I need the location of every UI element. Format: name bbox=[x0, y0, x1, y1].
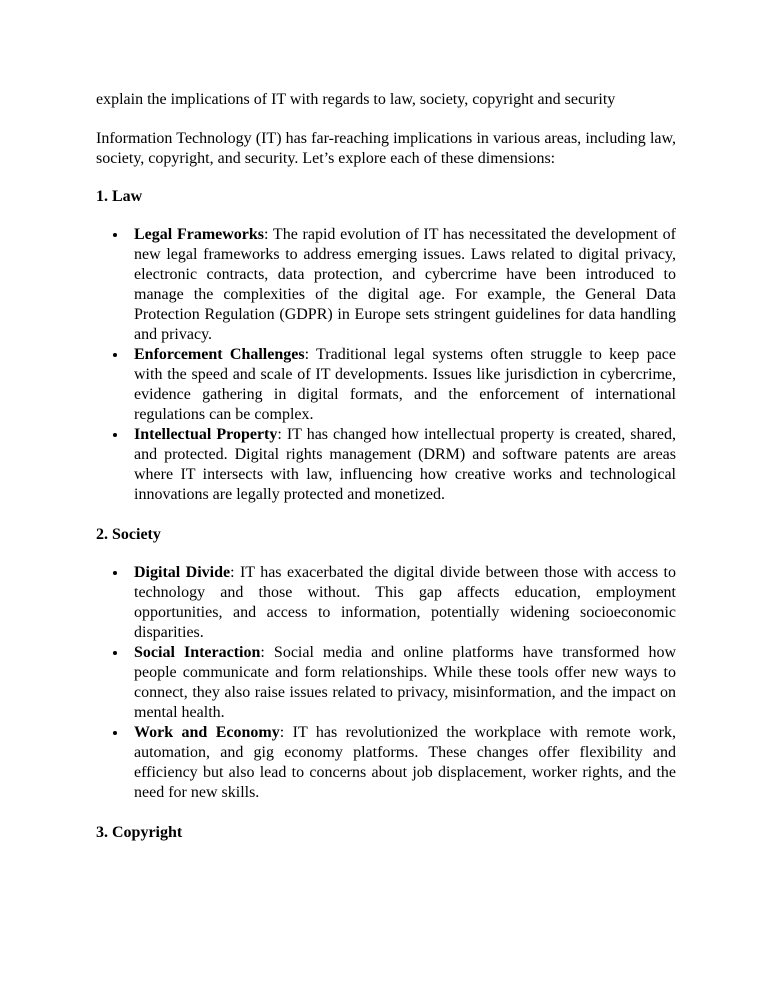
item-text: : Social media and online platforms have transformed how people communicate and form relationships. While these tools offer new ways to connect, they also raise issues related to privacy, misinformation, and the impact on mental health. bbox=[134, 644, 676, 721]
bullet-icon bbox=[113, 731, 117, 735]
item-term: Social Interaction bbox=[134, 644, 261, 661]
item-term: Intellectual Property bbox=[134, 426, 278, 443]
bullet-icon bbox=[113, 433, 117, 437]
bullet-icon bbox=[113, 571, 117, 575]
item-term: Work and Economy bbox=[134, 724, 280, 741]
item-text: : The rapid evolution of IT has necessitated the development of new legal frameworks to address emerging issues. Laws related to digital privacy, electronic contracts, data protection, and cybercrime have been introduced to manage the complexities of the digital age. For example, the General Data Protection Regulation (GDPR) in Europe sets stringent guidelines for data handling and privacy. bbox=[134, 226, 677, 343]
intro-paragraph: Information Technology (IT) has far-reaching implications in various areas, including law, society, copyright, and security. Let’s explore each of these dimensions: bbox=[96, 130, 676, 167]
law-list bbox=[96, 225, 676, 505]
item-text: : IT has changed how intellectual property is created, shared, and protected. Digital rights management (DRM) and software patents are areas where IT intersects with law, influencing how creative works and technological innovations are legally protected and monetized. bbox=[134, 426, 676, 503]
section-heading-society: 2. Society bbox=[96, 526, 161, 543]
list-item bbox=[96, 425, 676, 505]
question-text: explain the implications of IT with regards to law, society, copyright and security bbox=[96, 91, 616, 108]
bullet-icon bbox=[113, 353, 117, 357]
item-text: : IT has revolutionized the workplace with remote work, automation, and gig economy platforms. These changes offer flexibility and efficiency but also lead to concerns about job displacement, worker rights, and the need for new skills. bbox=[134, 724, 676, 801]
document-page bbox=[96, 90, 676, 843]
section-heading-law: 1. Law bbox=[96, 188, 143, 205]
bullet-icon bbox=[113, 233, 117, 237]
list-item bbox=[96, 225, 676, 345]
section-heading-copyright: 3. Copyright bbox=[96, 824, 183, 841]
list-item bbox=[96, 723, 676, 803]
item-text: : Traditional legal systems often struggle to keep pace with the speed and scale of IT developments. Issues like jurisdiction in cybercrime, evidence gathering in digital formats, and the enforcement of international regulations can be complex. bbox=[134, 346, 676, 423]
item-term: Enforcement Challenges bbox=[134, 346, 305, 363]
item-term: Digital Divide bbox=[134, 564, 231, 581]
list-item bbox=[96, 345, 676, 425]
bullet-icon bbox=[113, 651, 117, 655]
society-list bbox=[96, 563, 676, 803]
item-term: Legal Frameworks bbox=[134, 226, 265, 243]
list-item bbox=[96, 643, 676, 723]
list-item bbox=[96, 563, 676, 643]
item-text: : IT has exacerbated the digital divide between those with access to technology and those without. This gap affects education, employment opportunities, and access to information, potentially widening socioeconomic disparities. bbox=[134, 564, 676, 641]
